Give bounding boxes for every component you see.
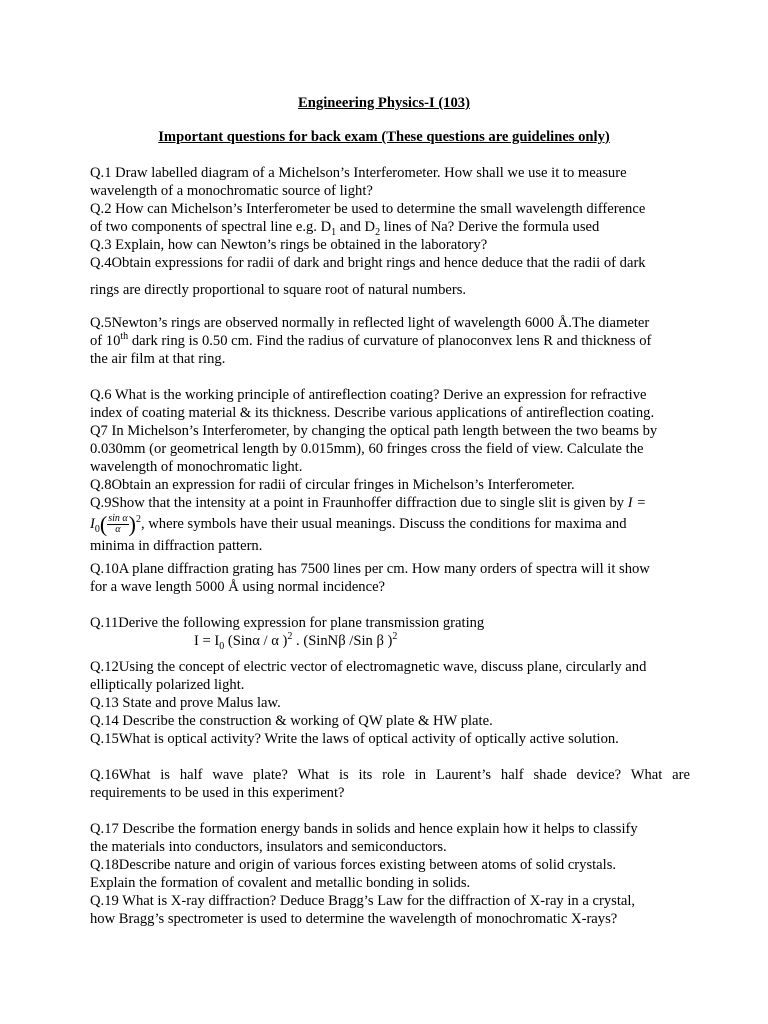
question-10: Q.10A plane diffraction grating has 7500 lines per cm. How many orders of spectra will it show for a wave length 5000 Å using normal incidence? (90, 561, 650, 596)
question-4: Q.4Obtain expressions for radii of dark and bright rings and hence deduce that the radii of dark rings are directly proportional to square root of natural numbers. (90, 255, 646, 299)
question-11: Q.11Derive the following expression for plane transmission grating (90, 615, 485, 631)
question-8: Q.8Obtain an expression for radii of circular fringes in Michelson’s Interferometer. (90, 477, 575, 493)
question-18: Q.18Describe nature and origin of various forces existing between atoms of solid crystals. Explain the formation of covalent and metallic bonding in solids. (90, 857, 617, 892)
question-12: Q.12Using the concept of electric vector of electromagnetic wave, discuss plane, circularly and elliptically polarized light. (90, 659, 647, 694)
document-subtitle: Important questions for back exam (These questions are guidelines only) (158, 129, 610, 145)
question-6: Q.6 What is the working principle of antireflection coating? Derive an expression for refractive index of coating material & its thickness. Describe various applications of antireflection coating. (90, 387, 655, 422)
question-1: Q.1 Draw labelled diagram of a Michelson’s Interferometer. How shall we use it to measure wavelength of a monochromatic source of light? (90, 165, 627, 200)
question-2: Q.2 How can Michelson’s Interferometer be used to determine the small wavelength difference of two components of spectral line e.g. $D_1$ and $D_2$ lines of Na? Derive the formula used (90, 201, 646, 239)
grating-formula: $I = I_0$ (Sinα / α )$^2$ . (SinNβ /Sin β )$^2$ (194, 631, 398, 652)
question-15: Q.15What is optical activity? Write the laws of optical activity of optically active solution. (90, 731, 619, 747)
question-7: Q7 In Michelson’s Interferometer, by changing the optical path length between the two beams by 0.030mm (or geometrical length by 0.015mm), 60 fringes cross the field of view. Calculate the wavelength of monochromatic light. (90, 423, 658, 476)
question-17: Q.17 Describe the formation energy bands in solids and hence explain how it helps to classify the materials into conductors, insulators and semiconductors. (90, 821, 638, 856)
question-5: Q.5Newton’s rings are observed normally in reflected light of wavelength 6000 Å.The diameter of 10th dark ring is 0.50 cm. Find the radius of curvature of planoconvex lens R and thickness of the air film at that ring. (90, 315, 652, 368)
question-19: Q.19 What is X-ray diffraction? Deduce Bragg’s Law for the diffraction of X-ray in a crystal, how Bragg’s spectrometer is used to determine the wavelength of monochromatic X-rays? (90, 893, 636, 928)
question-13: Q.13 State and prove Malus law. (90, 695, 281, 711)
question-9: Q.9Show that the intensity at a point in Fraunhoffer diffraction due to single slit is given by I = $I_0$( $\frac{\text{sin α}}{\alpha}$ )$^2$, where symbols have their usual meanings. Discuss the conditions for maxima and minima in diffraction pattern. (90, 495, 647, 555)
document-title: Engineering Physics-I (103) (298, 95, 470, 111)
question-3: Q.3 Explain, how can Newton’s rings be obtained in the laboratory? (90, 237, 488, 253)
question-16: Q.16What is half wave plate? What is its role in Laurent’s half shade device? What are requirements to be used in this experiment? (90, 767, 690, 802)
question-14: Q.14 Describe the construction & working of QW plate & HW plate. (90, 713, 493, 729)
